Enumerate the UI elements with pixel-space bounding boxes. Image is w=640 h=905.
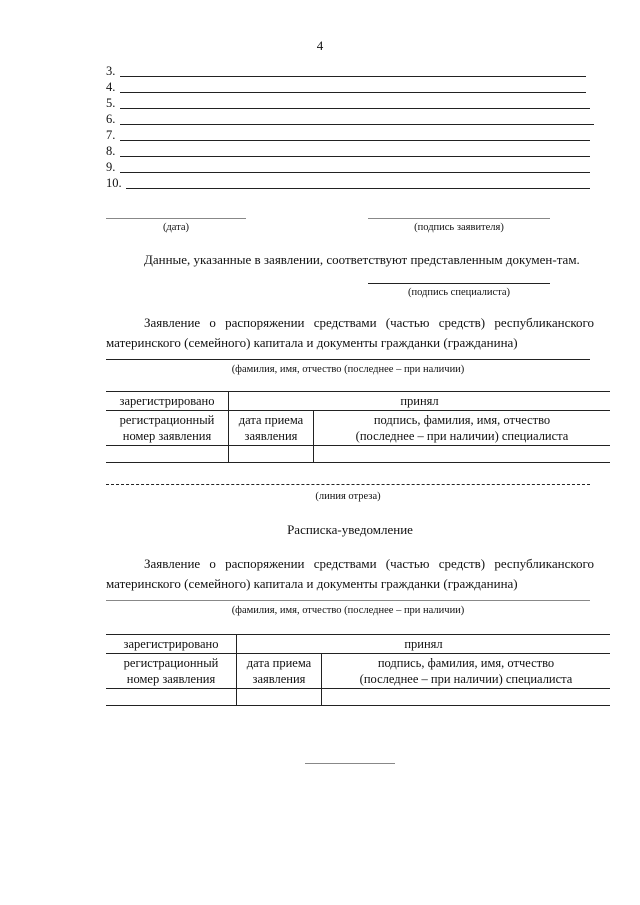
applicant-signature-line[interactable] — [368, 218, 550, 219]
specialist-cell[interactable] — [322, 689, 611, 706]
reg-number-cell[interactable] — [106, 446, 229, 463]
receipt-name-caption: (фамилия, имя, отчество (последнее – при наличии) — [231, 605, 465, 616]
cut-line — [106, 484, 590, 485]
numbered-line[interactable] — [106, 64, 592, 80]
line-label: 10. — [106, 176, 122, 190]
numbered-line[interactable] — [106, 160, 592, 176]
receipt-text: Заявление о распоряжении средствами (частью средств) республиканского материнского (семейного) капитала и документы гражданки (гражданина) — [106, 556, 594, 591]
specialist-header: подпись, фамилия, имя, отчество (последнее – при наличии) специалиста — [355, 413, 569, 443]
registered-header: зарегистрировано — [106, 392, 229, 411]
numbered-line[interactable] — [106, 144, 592, 160]
applicant-name-caption: (фамилия, имя, отчество (последнее – при наличии) — [231, 364, 465, 375]
receipt-registration-table — [106, 634, 610, 706]
line-label: 8. — [106, 144, 116, 158]
numbered-line[interactable] — [106, 112, 592, 128]
confirmation-text: Данные, указанные в заявлении, соответствуют представленным докумен-там. — [144, 252, 580, 267]
specialist-cell[interactable] — [314, 446, 611, 463]
cut-line-caption: (линия отреза) — [315, 491, 381, 502]
line-label: 9. — [106, 160, 116, 174]
specialist-signature-line[interactable] — [368, 283, 550, 284]
specialist-header: подпись, фамилия, имя, отчество (последнее – при наличии) специалиста — [359, 656, 573, 686]
date-received-header: дата приема заявления — [229, 411, 314, 446]
applicant-name-line[interactable] — [106, 359, 590, 360]
registration-table — [106, 391, 610, 463]
date-received-cell[interactable] — [229, 446, 314, 463]
footer-separator — [305, 763, 395, 764]
line-label: 5. — [106, 96, 116, 110]
accepted-header: принял — [229, 392, 611, 411]
line-label: 4. — [106, 80, 116, 94]
applicant-signature-caption: (подпись заявителя) — [414, 222, 504, 233]
date-received-cell[interactable] — [237, 689, 322, 706]
numbered-line[interactable] — [106, 128, 592, 144]
reg-number-cell[interactable] — [106, 689, 237, 706]
date-line[interactable] — [106, 218, 246, 219]
registered-header: зарегистрировано — [106, 635, 237, 654]
reg-number-header: регистрационный номер заявления — [106, 411, 229, 446]
line-label: 6. — [106, 112, 116, 126]
receipt-title: Расписка-уведомление — [287, 522, 413, 537]
application-text: Заявление о распоряжении средствами (частью средств) республиканского материнского (семейного) капитала и документы гражданки (гражданина) — [106, 315, 594, 350]
date-received-header: дата приема заявления — [237, 654, 322, 689]
date-caption: (дата) — [162, 222, 190, 233]
line-label: 7. — [106, 128, 116, 142]
receipt-name-line[interactable] — [106, 600, 590, 601]
numbered-line[interactable] — [106, 96, 592, 112]
reg-number-header: регистрационный номер заявления — [106, 654, 237, 689]
numbered-line[interactable] — [106, 176, 592, 192]
accepted-header: принял — [237, 635, 611, 654]
line-label: 3. — [106, 64, 116, 78]
numbered-line[interactable] — [106, 80, 592, 96]
specialist-signature-caption: (подпись специалиста) — [407, 287, 511, 298]
page-number: 4 — [316, 38, 324, 53]
